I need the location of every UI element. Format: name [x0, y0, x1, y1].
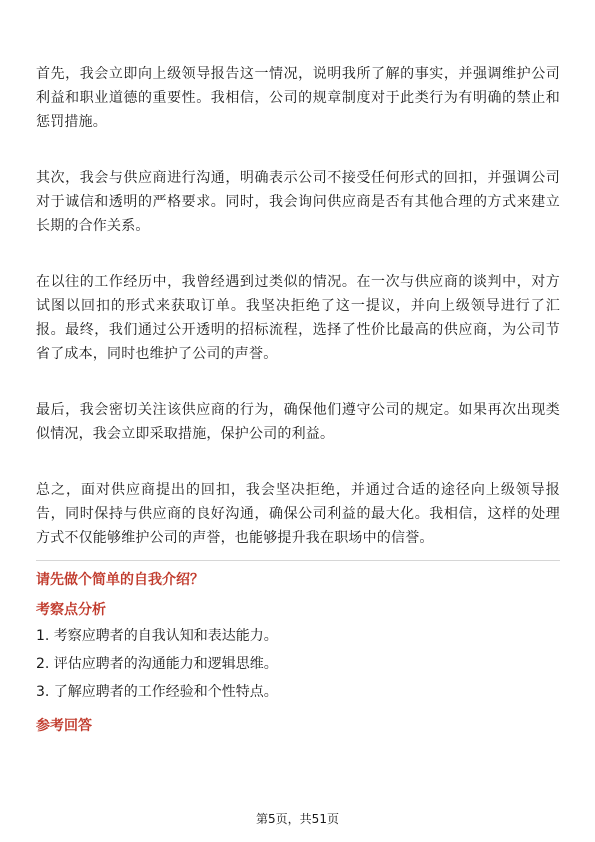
question-title: 请先做个简单的自我介绍？	[36, 572, 204, 588]
answer-paragraph-2: 其次，我会与供应商进行沟通，明确表示公司不接受任何形式的回扣，并强调公司对于诚信和透明的严格要求。同时，我会询问供应商是否有其他合理的方式来建立长期的合作关系。	[36, 170, 560, 234]
section-divider	[36, 560, 560, 561]
reference-answer-heading: 参考回答	[36, 718, 92, 734]
page-number: 第5页，共51页	[256, 812, 339, 826]
answer-paragraph-3: 在以往的工作经历中，我曾经遇到过类似的情况。在一次与供应商的谈判中，对方试图以回扣的形式来获取订单。我坚决拒绝了这一提议，并向上级领导进行了汇报。最终，我们通过公开透明的招标流程，选择了性价比最高的供应商，为公司节省了成本，同时也维护了公司的声誉。	[36, 274, 560, 362]
list-item: 2. 评估应聘者的沟通能力和逻辑思维。	[36, 656, 278, 672]
answer-paragraph-1: 首先，我会立即向上级领导报告这一情况，说明我所了解的事实，并强调维护公司利益和职业道德的重要性。我相信，公司的规章制度对于此类行为有明确的禁止和惩罚措施。	[36, 66, 560, 130]
analysis-points-list	[36, 625, 560, 703]
page-content	[36, 62, 560, 737]
analysis-heading: 考察点分析	[36, 602, 106, 618]
answer-paragraph-5: 总之，面对供应商提出的回扣，我会坚决拒绝，并通过合适的途径向上级领导报告，同时保持与供应商的良好沟通，确保公司利益的最大化。我相信，这样的处理方式不仅能够维护公司的声誉，也能够提升我在职场中的信誉。	[36, 482, 560, 546]
list-item: 1. 考察应聘者的自我认知和表达能力。	[36, 628, 278, 644]
answer-paragraph-4: 最后，我会密切关注该供应商的行为，确保他们遵守公司的规定。如果再次出现类似情况，我会立即采取措施，保护公司的利益。	[36, 402, 560, 442]
list-item: 3. 了解应聘者的工作经验和个性特点。	[36, 684, 278, 700]
